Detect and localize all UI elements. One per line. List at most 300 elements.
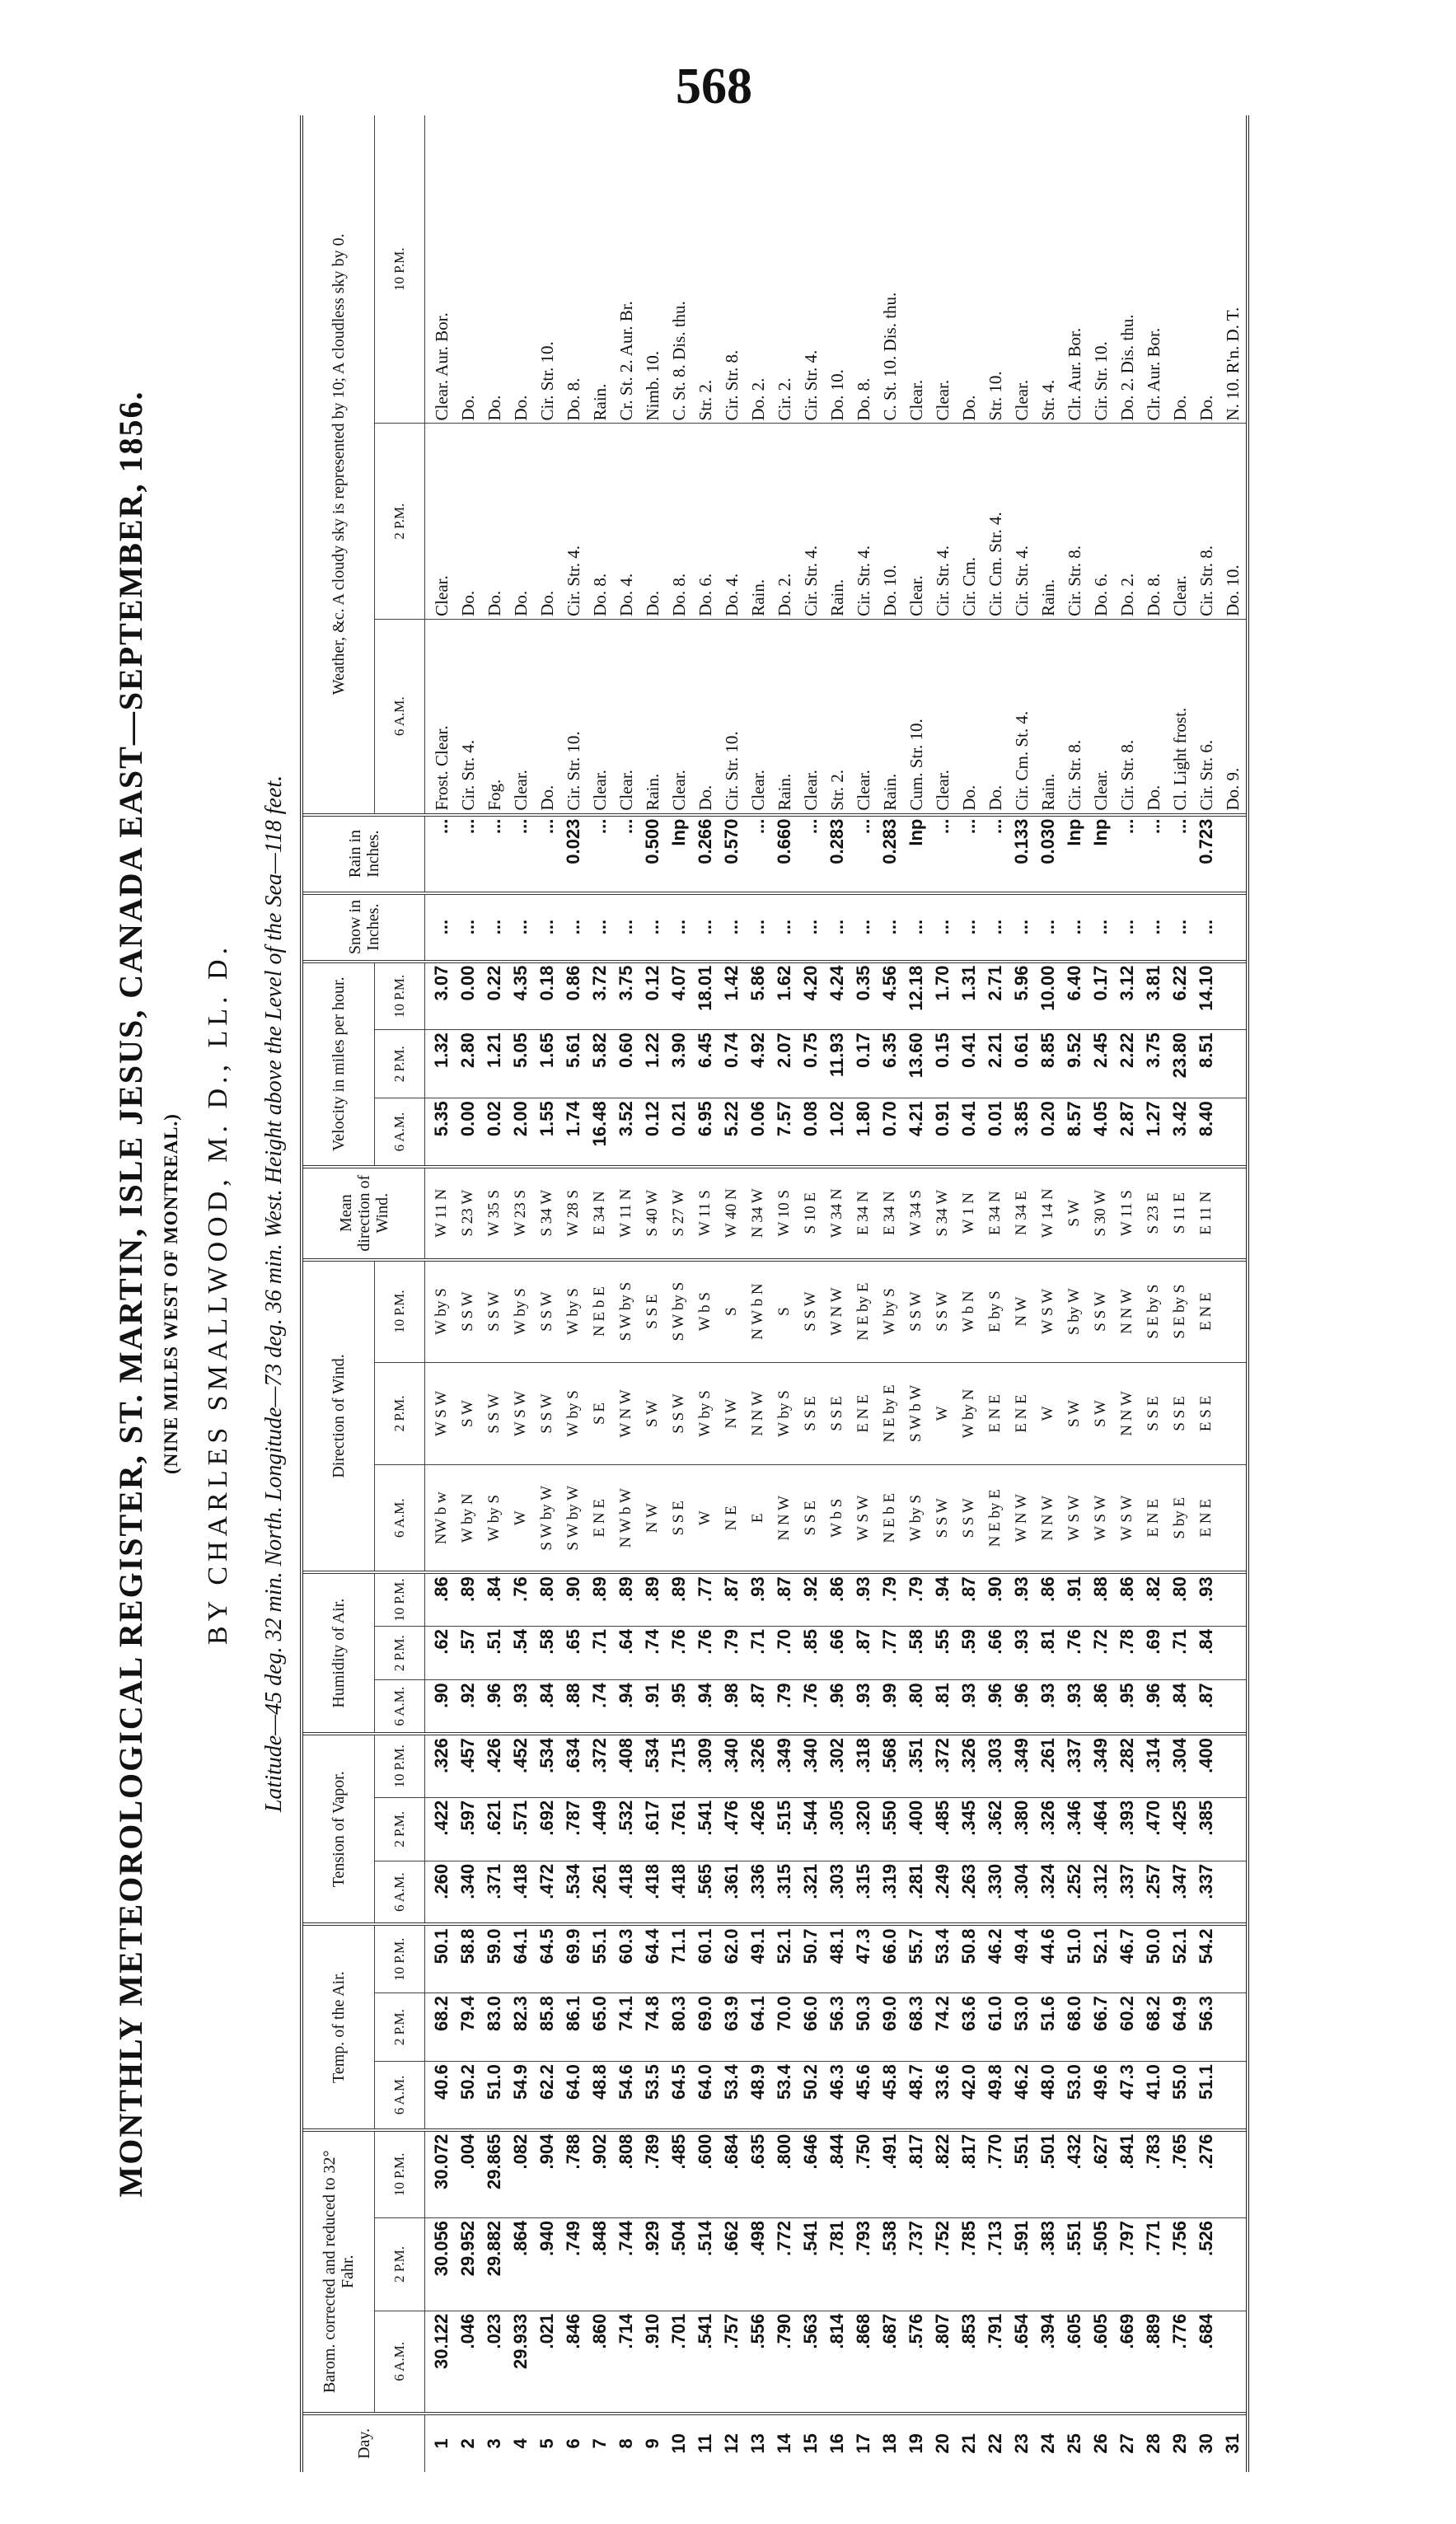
snow-cell: ... bbox=[771, 893, 798, 962]
barom-6am-cell: .910 bbox=[639, 2311, 666, 2414]
tension-6am-cell: .324 bbox=[1035, 1861, 1061, 1924]
tension-2pm-cell: .422 bbox=[425, 1797, 456, 1861]
weather-10pm-cell: Do. bbox=[1167, 115, 1193, 424]
weather-2pm-cell: Do. bbox=[455, 424, 481, 619]
register-table-wrap bbox=[300, 115, 1249, 2472]
weather-6am-cell: Clear. bbox=[1088, 619, 1114, 814]
barom-2pm-cell: .772 bbox=[771, 2218, 798, 2311]
rain-cell: ... bbox=[850, 815, 877, 893]
temp-10pm-cell: 64.1 bbox=[508, 1924, 534, 1993]
tension-6am-cell: .261 bbox=[587, 1861, 613, 1924]
temp-10pm-cell bbox=[1220, 1924, 1246, 1993]
table-row bbox=[1167, 115, 1193, 2472]
temp-10pm-cell: 54.2 bbox=[1193, 1924, 1220, 1993]
humidity-6am-cell: .74 bbox=[587, 1680, 613, 1734]
weather-10pm-cell: Clr. Aur. Bor. bbox=[1140, 115, 1167, 424]
day-cell: 13 bbox=[747, 2433, 768, 2454]
humidity-2pm-cell: .93 bbox=[1009, 1627, 1035, 1680]
snow-cell: ... bbox=[1061, 893, 1088, 962]
header-velocity-10pm: 10 P.M. bbox=[375, 962, 425, 1030]
velocity-2pm-cell: 23.80 bbox=[1167, 1030, 1193, 1098]
rain-cell: 0.660 bbox=[771, 815, 798, 893]
humidity-10pm-cell: .89 bbox=[613, 1572, 639, 1626]
barom-2pm-cell: .781 bbox=[824, 2218, 850, 2311]
tension-10pm-cell: .318 bbox=[850, 1734, 877, 1797]
header-rain: Rain in Inches. bbox=[303, 815, 425, 893]
rain-cell: ... bbox=[1114, 815, 1140, 893]
humidity-10pm-cell: .79 bbox=[903, 1572, 929, 1626]
weather-6am-cell: Clear. bbox=[850, 619, 877, 814]
temp-10pm-cell: 52.1 bbox=[771, 1924, 798, 1993]
tension-2pm-cell: .464 bbox=[1088, 1797, 1114, 1861]
table-row bbox=[1035, 115, 1061, 2472]
wind-2pm-cell: S W b W bbox=[903, 1362, 929, 1465]
velocity-6am-cell: 8.57 bbox=[1061, 1098, 1088, 1167]
weather-10pm-cell: Do. bbox=[455, 115, 481, 424]
header-wind-direction: Direction of Wind. bbox=[303, 1260, 375, 1573]
velocity-2pm-cell: 1.32 bbox=[425, 1030, 456, 1098]
snow-cell: ... bbox=[481, 893, 508, 962]
barom-6am-cell: .687 bbox=[877, 2311, 903, 2414]
tension-10pm-cell: .349 bbox=[1088, 1734, 1114, 1797]
barom-6am-cell: .605 bbox=[1061, 2311, 1088, 2414]
day-cell: 12 bbox=[721, 2433, 742, 2454]
velocity-6am-cell: 6.95 bbox=[692, 1098, 719, 1167]
table-row bbox=[719, 115, 745, 2472]
author-byline: BY CHARLES SMALLWOOD, M. D., LL. D. bbox=[203, 942, 233, 1646]
wind-6am-cell: W by N bbox=[455, 1465, 481, 1573]
tension-6am-cell: .418 bbox=[639, 1861, 666, 1924]
humidity-10pm-cell: .76 bbox=[508, 1572, 534, 1626]
table-row bbox=[1088, 115, 1114, 2472]
snow-cell: ... bbox=[719, 893, 745, 962]
velocity-10pm-cell: 4.56 bbox=[877, 962, 903, 1030]
wind-10pm-cell: W N W bbox=[824, 1260, 850, 1363]
day-cell: 16 bbox=[826, 2433, 847, 2454]
rain-cell: ... bbox=[798, 815, 824, 893]
weather-10pm-cell: Do. bbox=[956, 115, 982, 424]
humidity-2pm-cell: .54 bbox=[508, 1627, 534, 1680]
barom-2pm-cell: 29.952 bbox=[455, 2218, 481, 2311]
snow-cell: ... bbox=[1140, 893, 1167, 962]
barom-6am-cell: .023 bbox=[481, 2311, 508, 2414]
mean-direction-cell: N 34 W bbox=[745, 1167, 771, 1260]
table-row bbox=[639, 115, 666, 2472]
wind-2pm-cell bbox=[1220, 1362, 1246, 1465]
wind-6am-cell: W S W bbox=[850, 1465, 877, 1573]
barom-10pm-cell: .276 bbox=[1193, 2130, 1220, 2218]
barom-2pm-cell: .514 bbox=[692, 2218, 719, 2311]
tension-10pm-cell: .326 bbox=[425, 1734, 456, 1797]
humidity-6am-cell: .86 bbox=[1088, 1680, 1114, 1734]
day-cell: 2 bbox=[457, 2438, 478, 2449]
tension-2pm-cell: .621 bbox=[481, 1797, 508, 1861]
snow-cell: ... bbox=[1114, 893, 1140, 962]
barom-6am-cell: 30.122 bbox=[425, 2311, 456, 2414]
weather-10pm-cell: Str. 2. bbox=[692, 115, 719, 424]
velocity-6am-cell: 3.52 bbox=[613, 1098, 639, 1167]
wind-2pm-cell: W by N bbox=[956, 1362, 982, 1465]
velocity-10pm-cell: 0.00 bbox=[455, 962, 481, 1030]
weather-6am-cell: Clear. bbox=[508, 619, 534, 814]
weather-2pm-cell: Cir. Str. 4. bbox=[929, 424, 956, 619]
humidity-2pm-cell: .76 bbox=[692, 1627, 719, 1680]
wind-10pm-cell: S bbox=[719, 1260, 745, 1363]
velocity-2pm-cell: 0.75 bbox=[798, 1030, 824, 1098]
humidity-6am-cell: .87 bbox=[1193, 1680, 1220, 1734]
weather-10pm-cell: Do. 2. Dis. thu. bbox=[1114, 115, 1140, 424]
rain-cell: 0.500 bbox=[639, 815, 666, 893]
wind-2pm-cell: S S E bbox=[1140, 1362, 1167, 1465]
tension-6am-cell: .472 bbox=[534, 1861, 560, 1924]
mean-direction-cell: E 34 N bbox=[850, 1167, 877, 1260]
tension-2pm-cell: .692 bbox=[534, 1797, 560, 1861]
header-day: Day. bbox=[303, 2414, 425, 2472]
snow-cell: ... bbox=[850, 893, 877, 962]
barom-2pm-cell: .785 bbox=[956, 2218, 982, 2311]
humidity-10pm-cell: .90 bbox=[982, 1572, 1009, 1626]
humidity-6am-cell: .88 bbox=[560, 1680, 587, 1734]
header-tension: Tension of Vapor. bbox=[303, 1734, 375, 1924]
velocity-2pm-cell: 13.60 bbox=[903, 1030, 929, 1098]
humidity-2pm-cell: .71 bbox=[587, 1627, 613, 1680]
wind-6am-cell: W S W bbox=[1061, 1465, 1088, 1573]
velocity-10pm-cell: 1.42 bbox=[719, 962, 745, 1030]
page-number: 568 bbox=[676, 59, 752, 115]
table-row bbox=[1009, 115, 1035, 2472]
tension-6am-cell: .418 bbox=[508, 1861, 534, 1924]
velocity-2pm-cell: 2.80 bbox=[455, 1030, 481, 1098]
weather-2pm-cell: Do. 6. bbox=[692, 424, 719, 619]
table-row bbox=[1061, 115, 1088, 2472]
velocity-10pm-cell: 6.22 bbox=[1167, 962, 1193, 1030]
temp-2pm-cell: 65.0 bbox=[587, 1993, 613, 2062]
humidity-2pm-cell: .87 bbox=[850, 1627, 877, 1680]
temp-6am-cell: 48.8 bbox=[587, 2062, 613, 2130]
tension-6am-cell: .337 bbox=[1114, 1861, 1140, 1924]
barom-6am-cell: .807 bbox=[929, 2311, 956, 2414]
barom-2pm-cell: .526 bbox=[1193, 2218, 1220, 2311]
velocity-10pm-cell: 0.86 bbox=[560, 962, 587, 1030]
velocity-6am-cell: 1.55 bbox=[534, 1098, 560, 1167]
velocity-10pm-cell: 14.10 bbox=[1193, 962, 1220, 1030]
tension-2pm-cell: .544 bbox=[798, 1797, 824, 1861]
mean-direction-cell: W 11 S bbox=[1114, 1167, 1140, 1260]
humidity-10pm-cell: .93 bbox=[1193, 1572, 1220, 1626]
rain-cell: ... bbox=[982, 815, 1009, 893]
humidity-6am-cell: .95 bbox=[1114, 1680, 1140, 1734]
humidity-2pm-cell: .85 bbox=[798, 1627, 824, 1680]
velocity-10pm-cell: 4.24 bbox=[824, 962, 850, 1030]
weather-6am-cell: Do. bbox=[982, 619, 1009, 814]
wind-6am-cell bbox=[1220, 1465, 1246, 1573]
tension-6am-cell: .418 bbox=[613, 1861, 639, 1924]
tension-2pm-cell: .393 bbox=[1114, 1797, 1140, 1861]
day-cell: 1 bbox=[431, 2438, 452, 2449]
wind-6am-cell: E N E bbox=[1140, 1465, 1167, 1573]
barom-6am-cell: .757 bbox=[719, 2311, 745, 2414]
velocity-6am-cell: 0.70 bbox=[877, 1098, 903, 1167]
mean-direction-cell: W 10 S bbox=[771, 1167, 798, 1260]
barom-10pm-cell: .082 bbox=[508, 2130, 534, 2218]
humidity-6am-cell: .96 bbox=[1140, 1680, 1167, 1734]
day-cell: 24 bbox=[1037, 2433, 1058, 2454]
rain-cell: Inp bbox=[1088, 815, 1114, 893]
mean-direction-cell: S 27 W bbox=[666, 1167, 692, 1260]
temp-10pm-cell: 44.6 bbox=[1035, 1924, 1061, 1993]
temp-2pm-cell: 86.1 bbox=[560, 1993, 587, 2062]
velocity-6am-cell: 0.21 bbox=[666, 1098, 692, 1167]
tension-10pm-cell bbox=[1220, 1734, 1246, 1797]
humidity-6am-cell: .93 bbox=[508, 1680, 534, 1734]
rain-cell: ... bbox=[1140, 815, 1167, 893]
temp-10pm-cell: 50.0 bbox=[1140, 1924, 1167, 1993]
table-row bbox=[1114, 115, 1140, 2472]
wind-10pm-cell: S S W bbox=[481, 1260, 508, 1363]
wind-2pm-cell: S S W bbox=[534, 1362, 560, 1465]
wind-6am-cell: S by E bbox=[1167, 1465, 1193, 1573]
mean-direction-cell: W 23 S bbox=[508, 1167, 534, 1260]
tension-6am-cell: .336 bbox=[745, 1861, 771, 1924]
temp-10pm-cell: 58.8 bbox=[455, 1924, 481, 1993]
header-temperature: Temp. of the Air. bbox=[303, 1924, 375, 2129]
snow-cell: ... bbox=[1193, 893, 1220, 962]
barom-6am-cell: .563 bbox=[798, 2311, 824, 2414]
tension-2pm-cell: .326 bbox=[1035, 1797, 1061, 1861]
humidity-2pm-cell: .59 bbox=[956, 1627, 982, 1680]
temp-10pm-cell: 47.3 bbox=[850, 1924, 877, 1993]
wind-2pm-cell: S S E bbox=[1167, 1362, 1193, 1465]
weather-10pm-cell: Clear. bbox=[1009, 115, 1035, 424]
barom-2pm-cell: .538 bbox=[877, 2218, 903, 2311]
tension-10pm-cell: .372 bbox=[587, 1734, 613, 1797]
temp-6am-cell: 50.2 bbox=[455, 2062, 481, 2130]
barom-6am-cell: .776 bbox=[1167, 2311, 1193, 2414]
barom-6am-cell: .654 bbox=[1009, 2311, 1035, 2414]
barom-10pm-cell: .788 bbox=[560, 2130, 587, 2218]
wind-6am-cell: W by S bbox=[903, 1465, 929, 1573]
header-tension-10pm: 10 P.M. bbox=[375, 1734, 425, 1797]
weather-2pm-cell: Cir. Str. 4. bbox=[850, 424, 877, 619]
weather-6am-cell: Clear. bbox=[587, 619, 613, 814]
weather-10pm-cell: Cr. St. 2. Aur. Br. bbox=[613, 115, 639, 424]
barom-10pm-cell: .491 bbox=[877, 2130, 903, 2218]
barom-10pm-cell: .800 bbox=[771, 2130, 798, 2218]
tension-6am-cell: .340 bbox=[455, 1861, 481, 1924]
humidity-6am-cell: .79 bbox=[771, 1680, 798, 1734]
temp-10pm-cell: 55.7 bbox=[903, 1924, 929, 1993]
humidity-2pm-cell: .74 bbox=[639, 1627, 666, 1680]
velocity-6am-cell: 0.91 bbox=[929, 1098, 956, 1167]
velocity-6am-cell: 0.00 bbox=[455, 1098, 481, 1167]
mean-direction-cell: S 11 E bbox=[1167, 1167, 1193, 1260]
wind-6am-cell: N E b E bbox=[877, 1465, 903, 1573]
wind-2pm-cell: W bbox=[929, 1362, 956, 1465]
humidity-10pm-cell: .89 bbox=[587, 1572, 613, 1626]
wind-6am-cell: N N W bbox=[771, 1465, 798, 1573]
temp-6am-cell: 64.0 bbox=[560, 2062, 587, 2130]
barom-2pm-cell bbox=[1220, 2218, 1246, 2311]
snow-cell: ... bbox=[1088, 893, 1114, 962]
tension-10pm-cell: .326 bbox=[956, 1734, 982, 1797]
humidity-10pm-cell: .91 bbox=[1061, 1572, 1088, 1626]
temp-6am-cell: 42.0 bbox=[956, 2062, 982, 2130]
mean-direction-cell: E 34 N bbox=[877, 1167, 903, 1260]
velocity-6am-cell: 0.20 bbox=[1035, 1098, 1061, 1167]
velocity-10pm-cell: 3.75 bbox=[613, 962, 639, 1030]
table-row bbox=[956, 115, 982, 2472]
velocity-10pm-cell: 0.35 bbox=[850, 962, 877, 1030]
humidity-6am-cell: .93 bbox=[1035, 1680, 1061, 1734]
day-cell: 3 bbox=[484, 2438, 504, 2449]
weather-10pm-cell: Cir. Str. 10. bbox=[1088, 115, 1114, 424]
rain-cell: ... bbox=[455, 815, 481, 893]
temp-2pm-cell: 80.3 bbox=[666, 1993, 692, 2062]
temp-6am-cell: 47.3 bbox=[1114, 2062, 1140, 2130]
table-row bbox=[850, 115, 877, 2472]
tension-6am-cell: .312 bbox=[1088, 1861, 1114, 1924]
barom-2pm-cell: .662 bbox=[719, 2218, 745, 2311]
barom-6am-cell: .556 bbox=[745, 2311, 771, 2414]
tension-6am-cell: .260 bbox=[425, 1861, 456, 1924]
barom-6am-cell: .394 bbox=[1035, 2311, 1061, 2414]
weather-2pm-cell: Do. 10. bbox=[1220, 424, 1246, 619]
rain-cell: 0.283 bbox=[877, 815, 903, 893]
barom-10pm-cell: .485 bbox=[666, 2130, 692, 2218]
humidity-10pm-cell: .93 bbox=[850, 1572, 877, 1626]
humidity-6am-cell: .96 bbox=[481, 1680, 508, 1734]
weather-2pm-cell: Cir. Str. 4. bbox=[560, 424, 587, 619]
humidity-6am-cell: .96 bbox=[1009, 1680, 1035, 1734]
temp-2pm-cell: 63.9 bbox=[719, 1993, 745, 2062]
tension-2pm-cell: .541 bbox=[692, 1797, 719, 1861]
velocity-10pm-cell: 4.20 bbox=[798, 962, 824, 1030]
header-humidity-2pm: 2 P.M. bbox=[375, 1627, 425, 1680]
barom-2pm-cell: .848 bbox=[587, 2218, 613, 2311]
humidity-10pm-cell: .93 bbox=[745, 1572, 771, 1626]
day-cell: 29 bbox=[1169, 2433, 1190, 2454]
mean-direction-cell: W 11 N bbox=[613, 1167, 639, 1260]
humidity-6am-cell: .91 bbox=[639, 1680, 666, 1734]
temp-6am-cell: 64.0 bbox=[692, 2062, 719, 2130]
rain-cell: 0.283 bbox=[824, 815, 850, 893]
tension-6am-cell: .249 bbox=[929, 1861, 956, 1924]
humidity-6am-cell: .96 bbox=[982, 1680, 1009, 1734]
velocity-10pm-cell: 3.72 bbox=[587, 962, 613, 1030]
velocity-2pm-cell: 0.15 bbox=[929, 1030, 956, 1098]
rain-cell: Inp bbox=[1061, 815, 1088, 893]
weather-10pm-cell: Do. 8. bbox=[850, 115, 877, 424]
rain-cell: 0.570 bbox=[719, 815, 745, 893]
tension-10pm-cell: .715 bbox=[666, 1734, 692, 1797]
weather-10pm-cell: C. St. 10. Dis. thu. bbox=[877, 115, 903, 424]
barom-6am-cell: .791 bbox=[982, 2311, 1009, 2414]
temp-6am-cell: 46.2 bbox=[1009, 2062, 1035, 2130]
velocity-6am-cell: 7.57 bbox=[771, 1098, 798, 1167]
tension-10pm-cell: .337 bbox=[1061, 1734, 1088, 1797]
barom-6am-cell: 29.933 bbox=[508, 2311, 534, 2414]
temp-10pm-cell: 55.1 bbox=[587, 1924, 613, 1993]
barom-2pm-cell: .541 bbox=[798, 2218, 824, 2311]
wind-10pm-cell: S S W bbox=[534, 1260, 560, 1363]
rain-cell: 0.133 bbox=[1009, 815, 1035, 893]
tension-2pm-cell: .345 bbox=[956, 1797, 982, 1861]
velocity-2pm-cell: 5.05 bbox=[508, 1030, 534, 1098]
wind-2pm-cell: S W bbox=[1088, 1362, 1114, 1465]
temp-2pm-cell: 64.1 bbox=[745, 1993, 771, 2062]
humidity-6am-cell: .84 bbox=[1167, 1680, 1193, 1734]
wind-2pm-cell: W S W bbox=[508, 1362, 534, 1465]
register-table bbox=[303, 115, 1246, 2472]
tension-10pm-cell: .426 bbox=[481, 1734, 508, 1797]
velocity-2pm-cell: 6.35 bbox=[877, 1030, 903, 1098]
mean-direction-cell: S 40 W bbox=[639, 1167, 666, 1260]
mean-direction-cell: S 10 E bbox=[798, 1167, 824, 1260]
weather-2pm-cell: Do. 2. bbox=[1114, 424, 1140, 619]
wind-10pm-cell: N E b E bbox=[587, 1260, 613, 1363]
humidity-2pm-cell: .71 bbox=[1167, 1627, 1193, 1680]
velocity-10pm-cell: 1.62 bbox=[771, 962, 798, 1030]
humidity-10pm-cell: .94 bbox=[929, 1572, 956, 1626]
wind-2pm-cell: S E bbox=[587, 1362, 613, 1465]
mean-direction-cell: S 34 W bbox=[929, 1167, 956, 1260]
velocity-2pm-cell: 5.82 bbox=[587, 1030, 613, 1098]
weather-6am-cell: Do. bbox=[692, 619, 719, 814]
header-barom-6am: 6 A.M. bbox=[375, 2311, 425, 2414]
temp-6am-cell: 48.0 bbox=[1035, 2062, 1061, 2130]
tension-2pm-cell: .380 bbox=[1009, 1797, 1035, 1861]
weather-2pm-cell: Rain. bbox=[824, 424, 850, 619]
temp-2pm-cell: 51.6 bbox=[1035, 1993, 1061, 2062]
humidity-2pm-cell: .76 bbox=[1061, 1627, 1088, 1680]
barom-6am-cell: .790 bbox=[771, 2311, 798, 2414]
temp-2pm-cell: 60.2 bbox=[1114, 1993, 1140, 2062]
temp-2pm-cell: 64.9 bbox=[1167, 1993, 1193, 2062]
wind-6am-cell: S W by W bbox=[534, 1465, 560, 1573]
velocity-2pm-cell: 2.07 bbox=[771, 1030, 798, 1098]
temp-6am-cell: 41.0 bbox=[1140, 2062, 1167, 2130]
weather-6am-cell: Cum. Str. 10. bbox=[903, 619, 929, 814]
barom-6am-cell: .046 bbox=[455, 2311, 481, 2414]
velocity-10pm-cell: 0.22 bbox=[481, 962, 508, 1030]
tension-6am-cell: .303 bbox=[824, 1861, 850, 1924]
weather-6am-cell: Do. 9. bbox=[1220, 619, 1246, 814]
temp-10pm-cell: 48.1 bbox=[824, 1924, 850, 1993]
rain-cell: ... bbox=[508, 815, 534, 893]
humidity-6am-cell: .95 bbox=[666, 1680, 692, 1734]
tension-10pm-cell: .534 bbox=[639, 1734, 666, 1797]
snow-cell: ... bbox=[824, 893, 850, 962]
day-cell: 14 bbox=[774, 2433, 794, 2454]
table-row bbox=[877, 115, 903, 2472]
temp-10pm-cell: 60.3 bbox=[613, 1924, 639, 1993]
velocity-6am-cell: 0.02 bbox=[481, 1098, 508, 1167]
weather-6am-cell: Cir. Str. 8. bbox=[1061, 619, 1088, 814]
velocity-6am-cell: 1.74 bbox=[560, 1098, 587, 1167]
velocity-2pm-cell: 0.61 bbox=[1009, 1030, 1035, 1098]
mean-direction-cell: W 40 N bbox=[719, 1167, 745, 1260]
barom-2pm-cell: .744 bbox=[613, 2218, 639, 2311]
table-row bbox=[1193, 115, 1220, 2472]
humidity-10pm-cell: .93 bbox=[1009, 1572, 1035, 1626]
wind-6am-cell: W bbox=[692, 1465, 719, 1573]
weather-2pm-cell: Clear. bbox=[1167, 424, 1193, 619]
header-tension-2pm: 2 P.M. bbox=[375, 1797, 425, 1861]
weather-2pm-cell: Cir. Cm. Str. 4. bbox=[982, 424, 1009, 619]
tension-2pm-cell: .617 bbox=[639, 1797, 666, 1861]
velocity-2pm-cell bbox=[1220, 1030, 1246, 1098]
tension-6am-cell: .319 bbox=[877, 1861, 903, 1924]
